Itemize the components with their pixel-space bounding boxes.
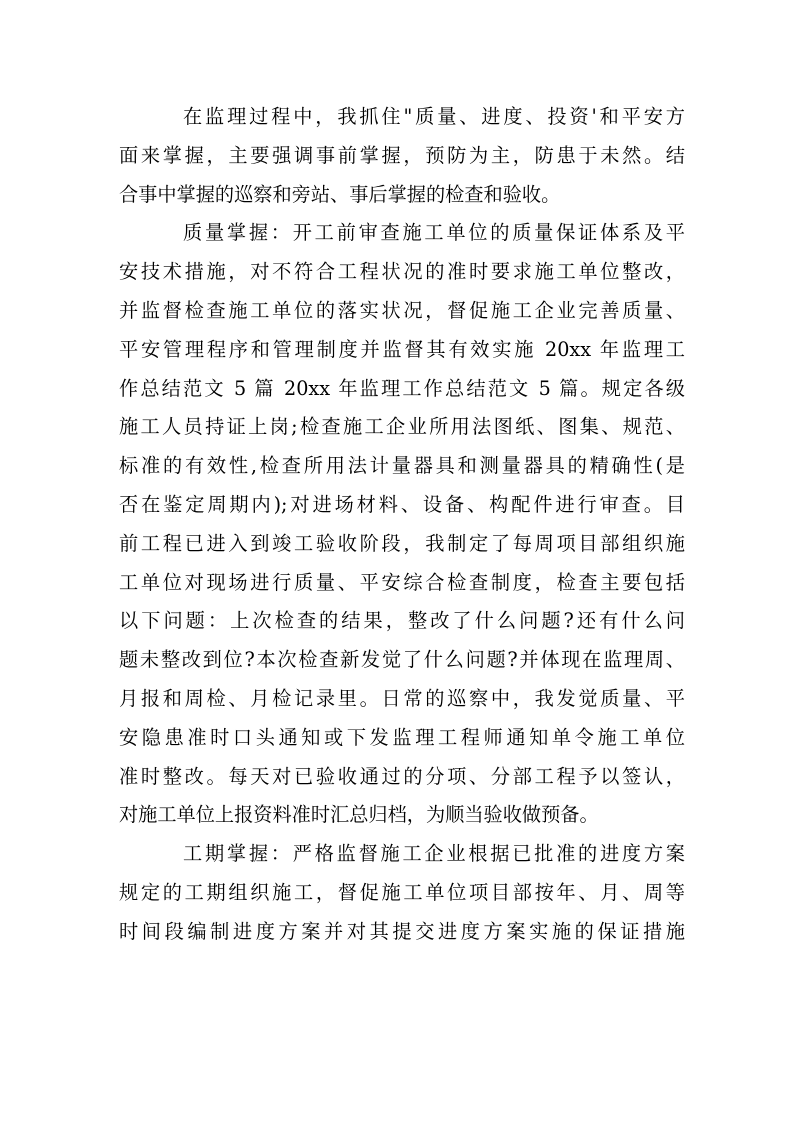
text-line: 规定的工期组织施工，督促施工单位项目部按年、月、周等 <box>119 880 685 904</box>
text-line: 在监理过程中，我抓住"质量、进度、投资'和平安方 <box>183 105 685 128</box>
text-line: 对施工单位上报资料准时汇总归档，为顺当验收做预备。 <box>119 803 599 827</box>
text-line: 合事中掌握的巡察和旁站、事后掌握的检查和验收。 <box>119 182 561 206</box>
text-line: 工单位对现场进行质量、平安综合检查制度，检查主要包括 <box>119 570 685 594</box>
document-page <box>119 98 685 952</box>
text-line: 否在鉴定周期内);对进场材料、设备、构配件进行审查。目 <box>119 492 685 516</box>
text-line: 以下问题：上次检查的结果，整改了什么问题?还有什么问 <box>119 609 685 633</box>
text-line: 工期掌握：严格监督施工企业根据已批准的进度方案 <box>183 842 685 866</box>
text-line: 月报和周检、月检记录里。日常的巡察中，我发觉质量、平 <box>119 686 685 710</box>
text-line: 前工程已进入到竣工验收阶段，我制定了每周项目部组织施 <box>119 531 685 555</box>
text-line: 质量掌握：开工前审查施工单位的质量保证体系及平 <box>183 221 685 245</box>
text-line: 并监督检查施工单位的落实状况，督促施工企业完善质量、 <box>119 298 685 322</box>
paragraph-supervision-intro <box>119 98 685 214</box>
paragraph-quality-control <box>119 214 685 835</box>
text-line: 作总结范文 5 篇 20xx 年监理工作总结范文 5 篇。规定各级 <box>119 376 685 400</box>
text-line: 面来掌握，主要强调事前掌握，预防为主，防患于未然。结 <box>119 143 685 167</box>
text-line: 安技术措施，对不符合工程状况的准时要求施工单位整改， <box>119 260 685 284</box>
text-line: 施工人员持证上岗;检查施工企业所用法图纸、图集、规范、 <box>119 415 685 439</box>
text-line: 平安管理程序和管理制度并监督其有效实施 20xx 年监理工 <box>119 337 685 361</box>
text-line: 题未整改到位?本次检查新发觉了什么问题?并体现在监理周、 <box>119 648 685 672</box>
paragraph-schedule-control <box>119 835 685 951</box>
text-line: 准时整改。每天对已验收通过的分项、分部工程予以签认， <box>119 764 685 788</box>
text-line: 安隐患准时口头通知或下发监理工程师通知单令施工单位 <box>119 725 685 749</box>
text-line: 时间段编制进度方案并对其提交进度方案实施的保证措施 <box>119 919 685 943</box>
text-line: 标准的有效性,检查所用法计量器具和测量器具的精确性(是 <box>119 454 685 478</box>
